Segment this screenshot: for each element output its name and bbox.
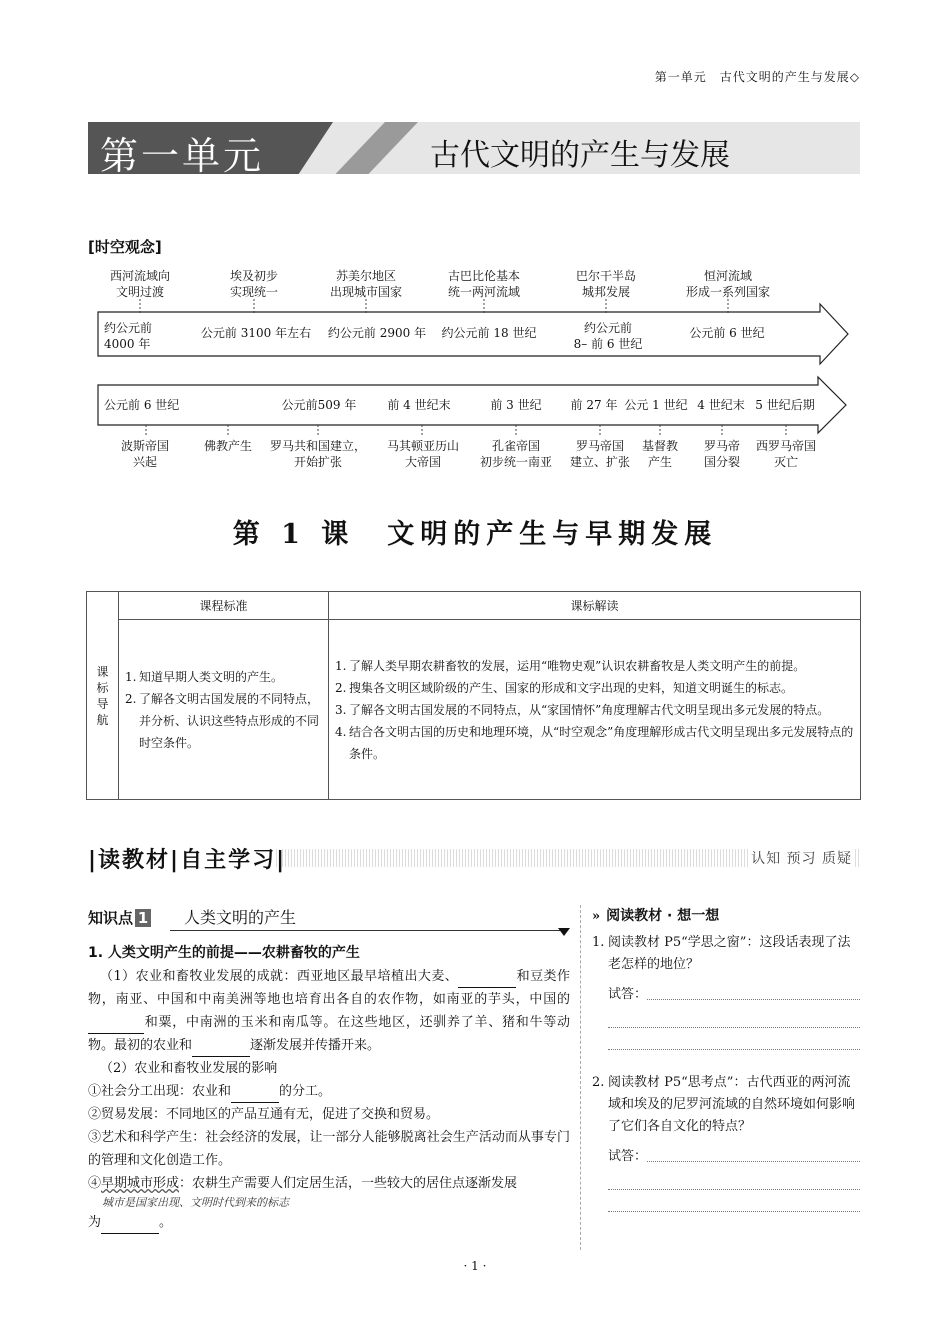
timeline-date: 约公元前 2900 年 (327, 326, 427, 340)
content-paragraph: （2）农业和畜牧业发展的影响 (100, 1061, 278, 1076)
fill-blank[interactable] (458, 972, 516, 988)
timeline-event: 西罗马帝国 灭亡 (755, 439, 816, 469)
page-number: · 1 · (463, 1259, 487, 1273)
unit-title: 古代文明的产生与发展 (430, 138, 730, 173)
answer-line (608, 1006, 860, 1028)
timeline-date: 公元前 3100 年左右 (200, 326, 312, 340)
answer-line (608, 1168, 860, 1190)
answer-line (608, 1028, 860, 1050)
timeline-event: 古巴比伦基本 统一两河流域 (447, 269, 520, 299)
knowledge-point-number: 1 (135, 909, 151, 927)
timeline-date: 公元 1 世纪 (624, 398, 688, 412)
study-section-subtitle: 认知 预习 质疑 (749, 848, 854, 868)
timeline-date: 公元前 6 世纪 (689, 326, 765, 340)
timeline-event: 苏美尔地区 出现城市国家 (329, 269, 402, 299)
fill-blank[interactable] (231, 1087, 279, 1103)
timeline-event: 罗马共和国建立， 开始扩张 (269, 439, 366, 469)
margin-note: 城市是国家出现、文明时代到来的标志 (102, 1196, 289, 1209)
timeline-date: 公元前 6 世纪 (104, 398, 180, 412)
timeline-date: 前 3 世纪 (490, 398, 542, 412)
content-item: ①社会分工出现：农业和 的分工。 (88, 1080, 570, 1103)
timeline-date: 前 4 世纪末 (387, 398, 451, 412)
standards-cell (119, 620, 329, 800)
study-section-header (88, 841, 860, 871)
timeline-date: 约公元前 8– 前 6 世纪 (573, 321, 643, 351)
timeline-event: 佛教产生 (203, 439, 252, 453)
study-section-title: |读教材|自主学习| (88, 848, 287, 873)
answer-line (608, 1190, 860, 1212)
curriculum-standards-table (86, 591, 861, 800)
col-header-standards: 课程标准 (119, 592, 329, 620)
interpretation-item: 2. 搜集各文明区域阶级的产生、国家的形成和文字出现的史料，知道文明诞生的标志。 (335, 680, 794, 695)
timeline (0, 0, 950, 500)
interpretation-item: 1. 了解人类早期农耕畜牧的发展，运用“唯物史观”认识农耕畜牧是人类文明产生的前提。 (335, 658, 806, 673)
fill-blank[interactable] (88, 1018, 144, 1034)
sidebar (592, 905, 860, 1212)
col-header-interpretation: 课标解读 (329, 592, 861, 620)
knowledge-point-label: 知识点 1 (88, 907, 151, 928)
answer-label: 试答： (608, 1149, 648, 1164)
timeline-section-label: [时空观念] (88, 238, 162, 256)
standard-item: 2. 了解各文明古国发展的不同特点，并分析、认识这些特点形成的不同时空条件。 (125, 691, 320, 750)
timeline-event: 马其顿亚历山 大帝国 (386, 439, 459, 469)
sidebar-header (592, 905, 860, 928)
header-rule (170, 930, 562, 931)
timeline-event: 波斯帝国 兴起 (120, 439, 169, 469)
timeline-date: 4 世纪末 (697, 398, 745, 412)
timeline-arrows (0, 0, 950, 500)
timeline-event: 孔雀帝国 初步统一南亚 (479, 439, 552, 469)
fill-blank[interactable] (192, 1041, 250, 1057)
knowledge-point-header (88, 905, 570, 931)
content-item: 为 。 (88, 1211, 570, 1234)
double-chevron-icon: » (592, 909, 601, 924)
interpretation-item: 3. 了解各文明古国发展的不同特点，从“家国情怀”角度理解古代文明呈现出多元发展的特点。 (335, 702, 830, 717)
content-paragraph: （1）农业和畜牧业发展的成就：西亚地区最早培植出大麦、 和豆类作物，南亚、中国和中南美洲等地也培育出各自的农作物，如南亚的芋头，中国的和粟，中南洲的玉米和南瓜等。在这些地区，还驯养了羊、猪和牛等动物。最初的农业和 逐渐发展并传播开来。 (88, 965, 570, 1057)
timeline-date: 公元前509 年 (281, 398, 357, 412)
column-divider (580, 905, 581, 1250)
standard-item: 1. 知道早期人类文明的产生。 (125, 669, 284, 684)
nav-label-cell (87, 592, 119, 800)
interpretation-cell (329, 620, 861, 800)
nav-label: 课标导航 (96, 664, 109, 727)
content-item: ③艺术和科学产生：社会经济的发展，让一部分人能够脱离社会生产活动而从事专门的管理和文化创造工作。 (88, 1130, 570, 1168)
sidebar-title: 阅读教材 · 想一想 (606, 908, 720, 924)
timeline-event: 恒河流域 形成一系列国家 (685, 269, 770, 299)
sidebar-question: 2. 阅读教材 P5“思考点”：古代西亚的两河流域和埃及的尼罗河流域的自然环境如何影响了它们各自文化的特点？ (592, 1075, 856, 1134)
answer-label: 试答： (608, 987, 648, 1002)
fill-blank[interactable] (101, 1218, 159, 1234)
main-content (88, 942, 570, 1234)
content-item: ②贸易发展：不同地区的产品互通有无，促进了交换和贸易。 (88, 1107, 440, 1122)
knowledge-point-name: 人类文明的产生 (184, 908, 297, 927)
running-head: 第一单元 古代文明的产生与发展◇ (654, 70, 860, 84)
timeline-event: 巴尔干半岛 城邦发展 (575, 269, 636, 299)
timeline-date: 约公元前 18 世纪 (441, 326, 537, 340)
triangle-down-icon (558, 928, 570, 936)
timeline-event: 基督教 产生 (641, 439, 678, 469)
timeline-event: 罗马帝 国分裂 (703, 439, 740, 469)
timeline-date: 前 27 年 (570, 398, 618, 412)
content-item: ④早期城市形成：农耕生产需要人们定居生活，一些较大的居住点逐渐发展 (88, 1176, 518, 1191)
answer-area[interactable] (608, 1146, 860, 1212)
timeline-date: 5 世纪后期 (755, 398, 815, 412)
answer-area[interactable] (608, 984, 860, 1050)
timeline-event: 西河流域向 文明过渡 (109, 269, 170, 299)
content-heading: 1. 人类文明产生的前提——农耕畜牧的产生 (88, 945, 360, 961)
unit-number: 第一单元 (100, 134, 265, 178)
lesson-title: 第 1 课 文明的产生与早期发展 (232, 519, 718, 550)
timeline-date: 约公元前 4000 年 (104, 321, 153, 351)
sidebar-question: 1. 阅读教材 P5“学思之窗”：这段话表现了法老怎样的地位？ (592, 935, 851, 972)
timeline-event: 罗马帝国 建立、扩张 (569, 439, 630, 469)
timeline-event: 埃及初步 实现统一 (229, 269, 278, 299)
interpretation-item: 4. 结合各文明古国的历史和地理环境，从“时空观念”角度理解形成古代文明呈现出多元发展特点的条件。 (335, 724, 854, 761)
